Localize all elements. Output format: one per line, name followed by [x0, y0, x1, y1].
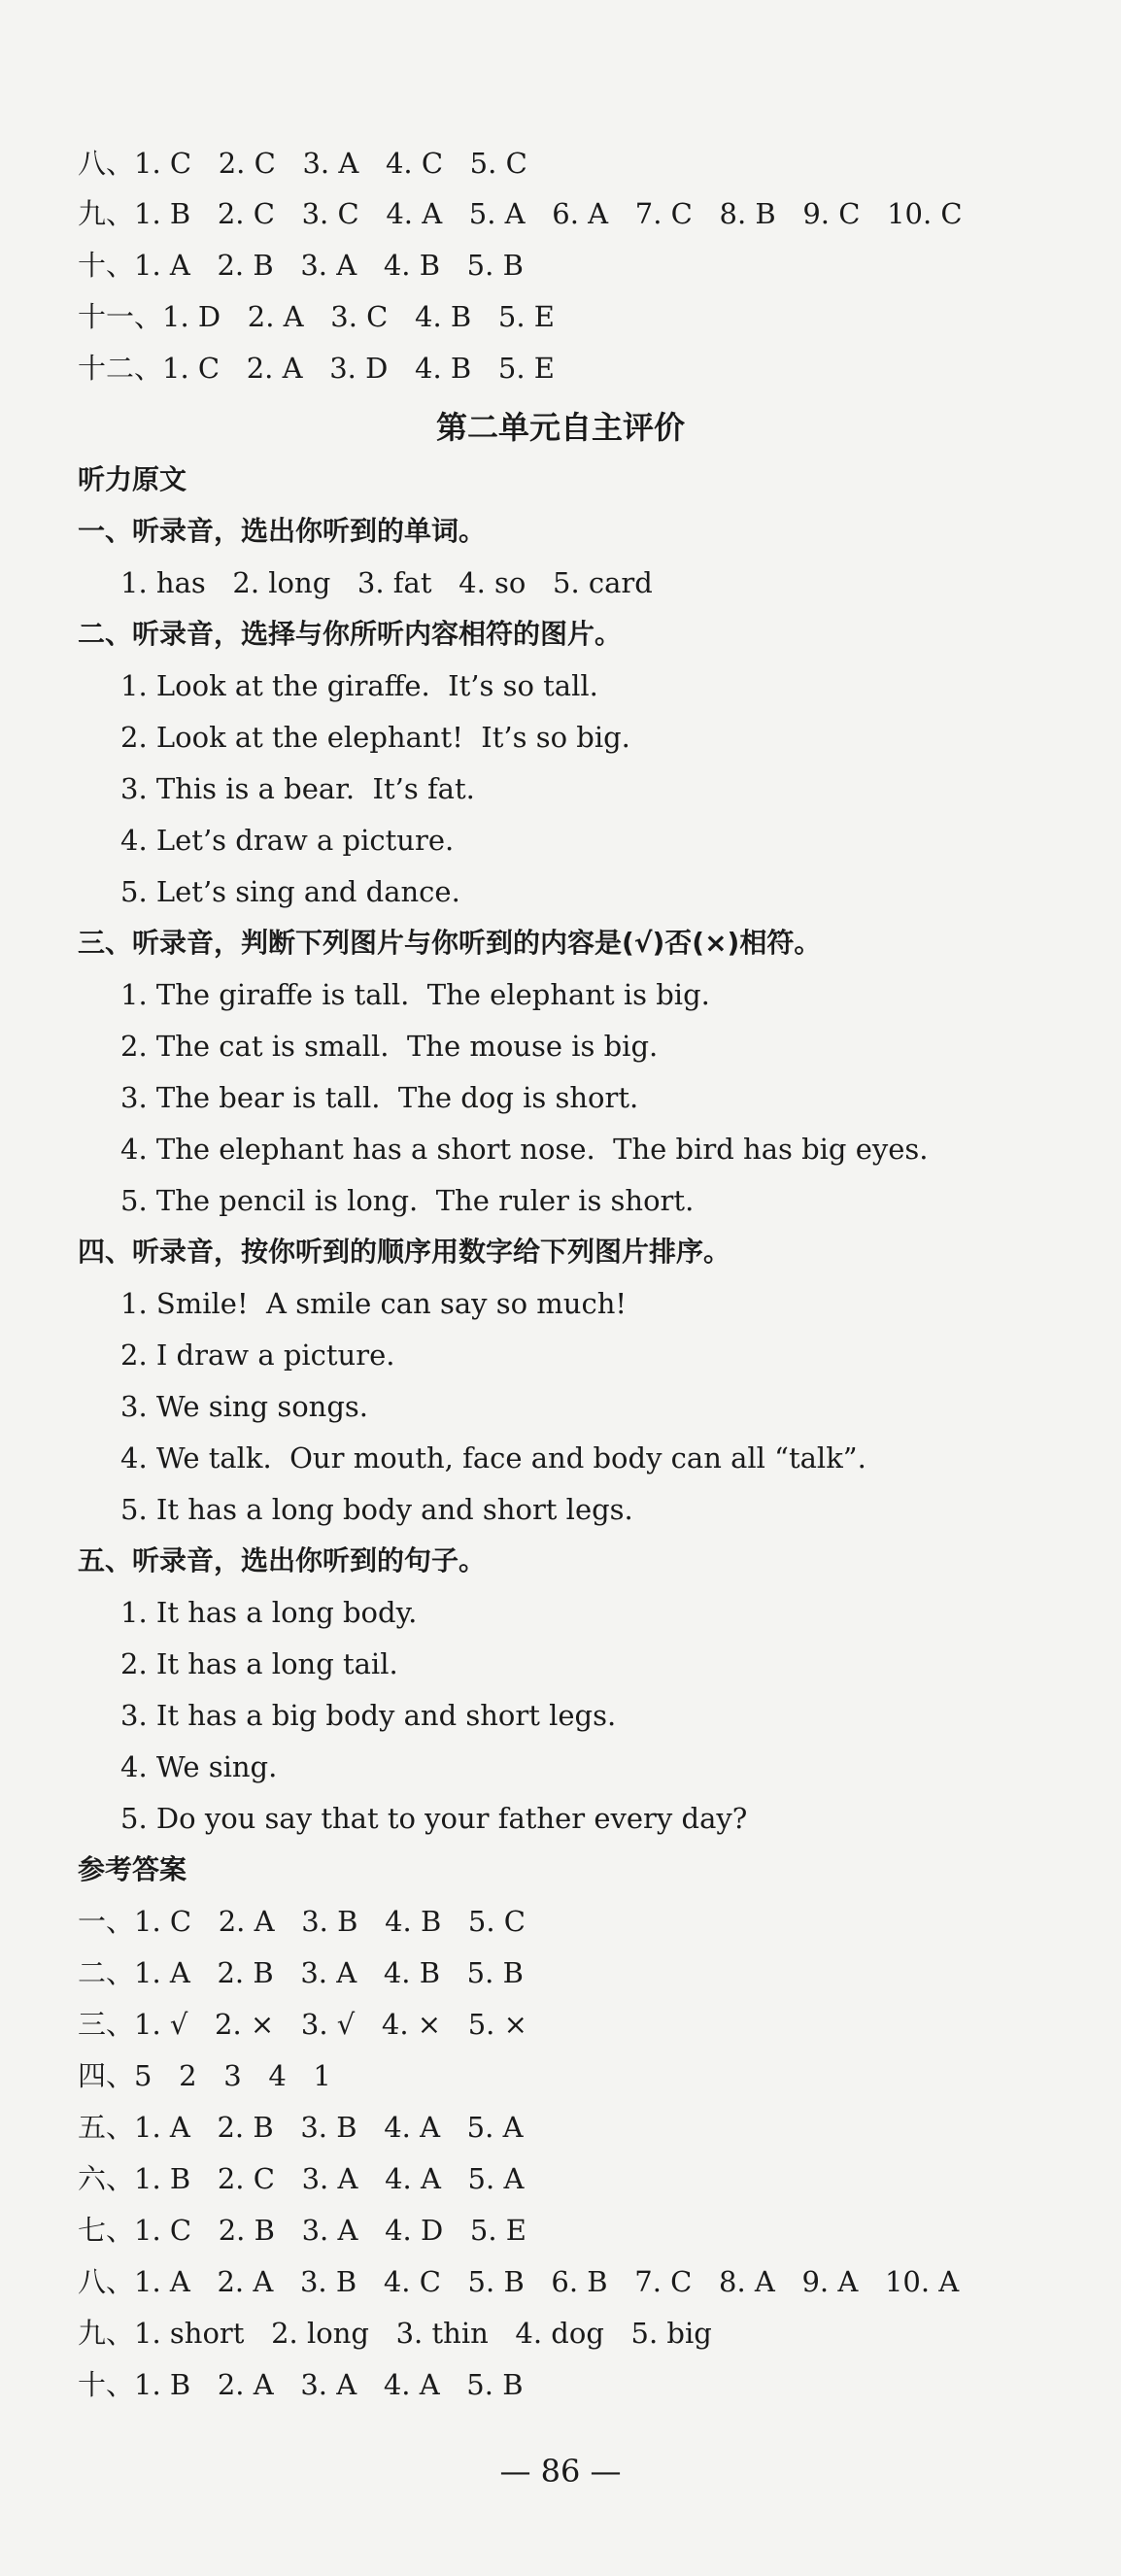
answer-line-10: 十、1. B 2. A 3. A 4. A 5. B [78, 2368, 524, 2401]
answer-line-3: 三、1. √ 2. × 3. √ 4. × 5. × [78, 2008, 527, 2041]
section-5-item-4: 4. We sing. [120, 1750, 278, 1783]
section-heading-4: 四、听录音，按你听到的顺序用数字给下列图片排序。 [78, 1236, 731, 1268]
section-3-item-3: 3. The bear is tall. The dog is short. [120, 1081, 639, 1114]
answer-line-prev-11: 十一、1. D 2. A 3. C 4. B 5. E [78, 300, 555, 333]
section-4-item-4: 4. We talk. Our mouth, face and body can all “talk”. [120, 1441, 866, 1474]
page-number: — 86 — [499, 2453, 622, 2490]
section-4-item-5: 5. It has a long body and short legs. [120, 1493, 633, 1526]
section-3-item-5: 5. The pencil is long. The ruler is short. [120, 1184, 695, 1217]
answer-line-6: 六、1. B 2. C 3. A 4. A 5. A [78, 2162, 525, 2195]
section-heading-2: 二、听录音，选择与你所听内容相符的图片。 [78, 618, 623, 650]
answer-line-prev-10: 十、1. A 2. B 3. A 4. B 5. B [78, 249, 524, 282]
answer-line-4: 四、5 2 3 4 1 [78, 2059, 331, 2092]
section-1-item: 1. has 2. long 3. fat 4. so 5. card [120, 566, 653, 599]
answer-line-5: 五、1. A 2. B 3. B 4. A 5. A [78, 2111, 524, 2144]
section-3-item-4: 4. The elephant has a short nose. The bird has big eyes. [120, 1133, 929, 1166]
section-5-item-3: 3. It has a big body and short legs. [120, 1699, 617, 1732]
unit-title: 第二单元自主评价 [435, 409, 685, 446]
section-2-item-1: 1. Look at the giraffe. It’s so tall. [120, 669, 598, 702]
section-heading-3: 三、听录音，判断下列图片与你听到的内容是(√)否(×)相符。 [78, 927, 822, 959]
section-5-item-1: 1. It has a long body. [120, 1596, 418, 1629]
section-2-item-2: 2. Look at the elephant! It’s so big. [120, 721, 630, 754]
section-4-item-1: 1. Smile! A smile can say so much! [120, 1287, 628, 1320]
reference-heading: 参考答案 [78, 1853, 187, 1885]
section-5-item-5: 5. Do you say that to your father every day? [120, 1802, 748, 1835]
answer-line-9: 九、1. short 2. long 3. thin 4. dog 5. big [78, 2317, 712, 2350]
section-4-item-2: 2. I draw a picture. [120, 1339, 395, 1372]
section-heading-1: 一、听录音，选出你听到的单词。 [78, 515, 487, 547]
section-4-item-3: 3. We sing songs. [120, 1390, 369, 1423]
answer-line-prev-8: 八、1. C 2. C 3. A 4. C 5. C [78, 147, 527, 180]
answer-line-8: 八、1. A 2. A 3. B 4. C 5. B 6. B 7. C 8. A 9. A 10. A [78, 2265, 960, 2298]
section-heading-5: 五、听录音，选出你听到的句子。 [78, 1544, 487, 1576]
answer-line-1: 一、1. C 2. A 3. B 4. B 5. C [78, 1905, 526, 1938]
section-3-item-2: 2. The cat is small. The mouse is big. [120, 1030, 659, 1063]
section-2-item-5: 5. Let’s sing and dance. [120, 875, 460, 908]
answer-line-prev-12: 十二、1. C 2. A 3. D 4. B 5. E [78, 352, 555, 385]
section-5-item-2: 2. It has a long tail. [120, 1647, 398, 1680]
section-3-item-1: 1. The giraffe is tall. The elephant is big. [120, 978, 710, 1011]
section-2-item-3: 3. This is a bear. It’s fat. [120, 772, 475, 805]
listening-heading: 听力原文 [78, 463, 187, 495]
section-2-item-4: 4. Let’s draw a picture. [120, 824, 455, 857]
answer-line-7: 七、1. C 2. B 3. A 4. D 5. E [78, 2214, 527, 2247]
answer-line-prev-9: 九、1. B 2. C 3. C 4. A 5. A 6. A 7. C 8. B 9. C 10. C [78, 197, 963, 230]
answer-line-2: 二、1. A 2. B 3. A 4. B 5. B [78, 1956, 524, 1989]
